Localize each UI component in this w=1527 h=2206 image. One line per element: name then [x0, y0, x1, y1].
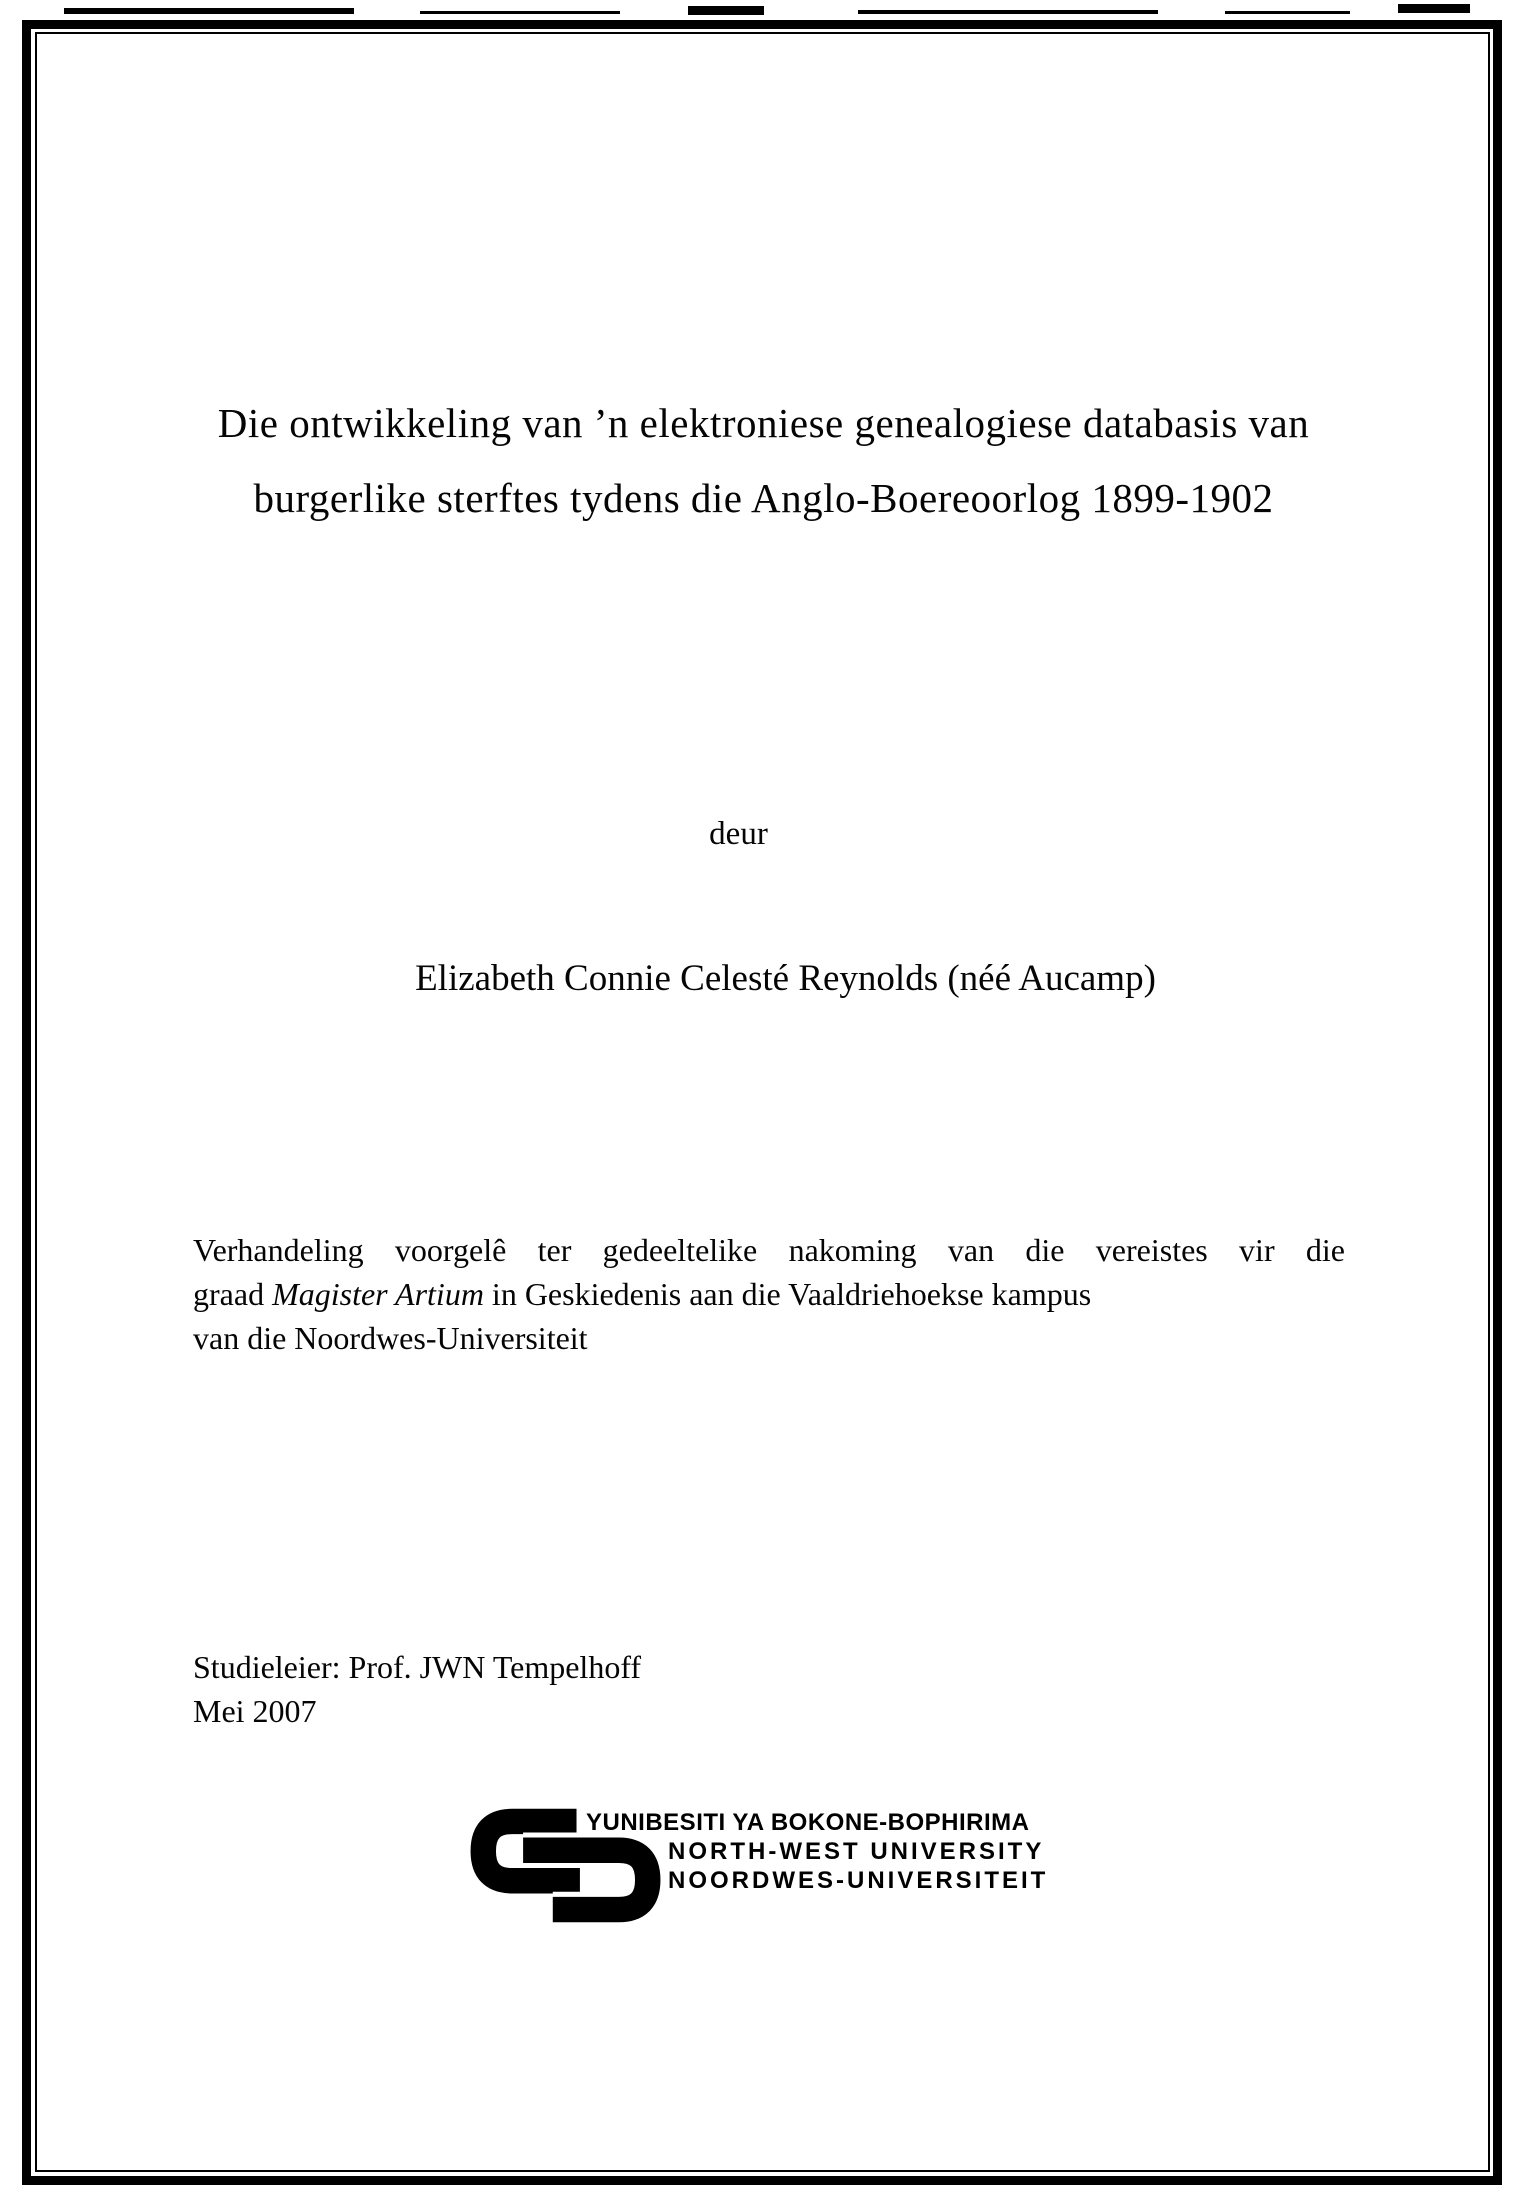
scan-artifact [1225, 11, 1350, 14]
degree-name-italic: Magister Artium [272, 1276, 484, 1312]
scan-artifact [420, 11, 620, 14]
author-name: Elizabeth Connie Celesté Reynolds (néé Aucamp) [415, 958, 1156, 999]
supervisor-block [193, 1645, 641, 1733]
degree-statement-line2-prefix: graad [193, 1276, 273, 1312]
supervisor-line: Studieleier: Prof. JWN Tempelhoff [193, 1649, 642, 1685]
scan-artifact [1398, 4, 1470, 13]
degree-statement [193, 1228, 1345, 1360]
scan-artifact [688, 6, 764, 15]
degree-statement-line2-suffix: in Geskiedenis aan die Vaaldriehoekse kampus [483, 1276, 1092, 1312]
thesis-title-line2: burgerlike sterftes tydens die Anglo-Boereoorlog 1899-1902 [253, 475, 1274, 521]
thesis-title-line1: Die ontwikkeling van ’n elektroniese genealogiese databasis van [217, 400, 1310, 446]
logo-text-afrikaans: NOORDWES-UNIVERSITEIT [668, 1867, 1049, 1894]
thesis-title [90, 386, 1437, 536]
scan-artifact [64, 8, 354, 14]
logo-text-english: NORTH-WEST UNIVERSITY [668, 1838, 1045, 1865]
degree-statement-line3: van die Noordwes-Universiteit [193, 1320, 588, 1356]
scan-artifact [858, 10, 1158, 14]
university-logo [468, 1800, 1108, 1960]
date-line: Mei 2007 [193, 1693, 317, 1729]
degree-statement-line2 [193, 1272, 1345, 1316]
degree-statement-line1: Verhandeling voorgelê ter gedeeltelike nakoming van die vereistes vir die [193, 1232, 1345, 1268]
logo-text-setswana: YUNIBESITI YA BOKONE-BOPHIRIMA [586, 1809, 1030, 1836]
byline-label: deur [709, 816, 768, 852]
university-logo-text [586, 1808, 1048, 1895]
